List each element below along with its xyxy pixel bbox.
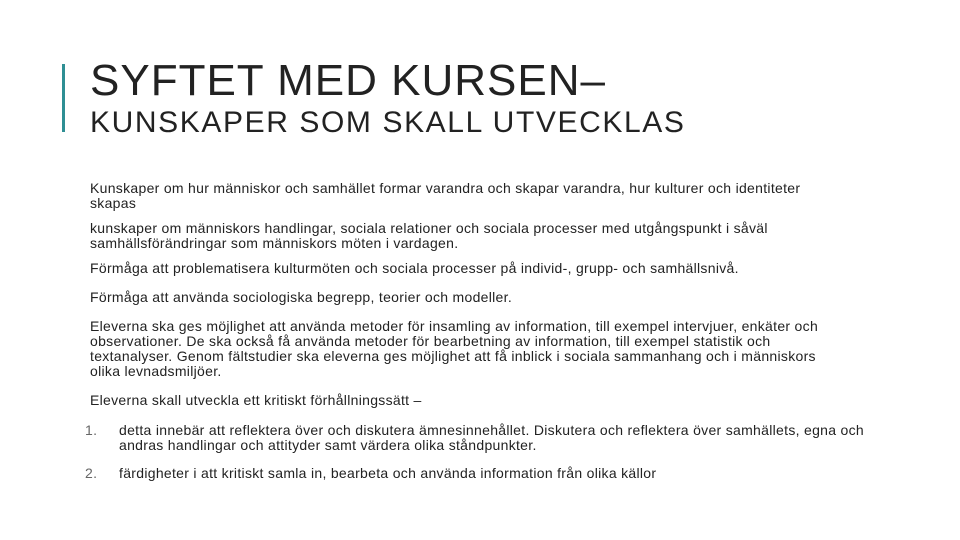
paragraph-knowledge-actions: kunskaper om människors handlingar, sociala relationer och sociala processer med utgångspunkt i såväl samhällsförändringar som människors möten i vardagen. <box>90 220 768 251</box>
paragraph-critical-approach: Eleverna skall utveckla ett kritiskt förhållningssätt – <box>90 392 422 408</box>
paragraph-ability-problematize: Förmåga att problematisera kulturmöten och sociala processer på individ-, grupp- och samhällsnivå. <box>90 260 739 276</box>
list-item-text: detta innebär att reflektera över och diskutera ämnesinnehållet. Diskutera och reflektera över samhällets, egna och andras handlingar och attityder samt värdera olika ståndpunkter. <box>119 422 864 453</box>
slide-body <box>90 181 850 418</box>
paragraph-ability-concepts: Förmåga att använda sociologiska begrepp, teorier och modeller. <box>90 289 513 305</box>
list-item-number: 1. <box>85 422 98 438</box>
paragraph-knowledge-society: Kunskaper om hur människor och samhället formar varandra och skapar varandra, hur kulturer och identiteter skapas <box>90 180 801 211</box>
list-item <box>85 466 865 481</box>
list-item-text: färdigheter i att kritiskt samla in, bearbeta och använda information från olika källor <box>119 465 657 481</box>
list-item <box>85 423 865 453</box>
paragraph-methods: Eleverna ska ges möjlighet att använda metoder för insamling av information, till exempel intervjuer, enkäter och observationer. De ska också få använda metoder för bearbetning av information, till exempel statistik och textanalyser. Genom fältstudier ska eleverna ges möjlighet att få inblick i sociala sammanhang och i människors olika levnadsmiljöer. <box>90 318 819 379</box>
slide-title <box>90 56 930 140</box>
title-accent-bar <box>62 64 65 132</box>
title-line-1: SYFTET MED KURSEN– <box>90 56 606 105</box>
list-item-number: 2. <box>85 465 98 481</box>
title-line-2: KUNSKAPER SOM SKALL UTVECKLAS <box>90 106 686 139</box>
numbered-list <box>85 423 865 494</box>
